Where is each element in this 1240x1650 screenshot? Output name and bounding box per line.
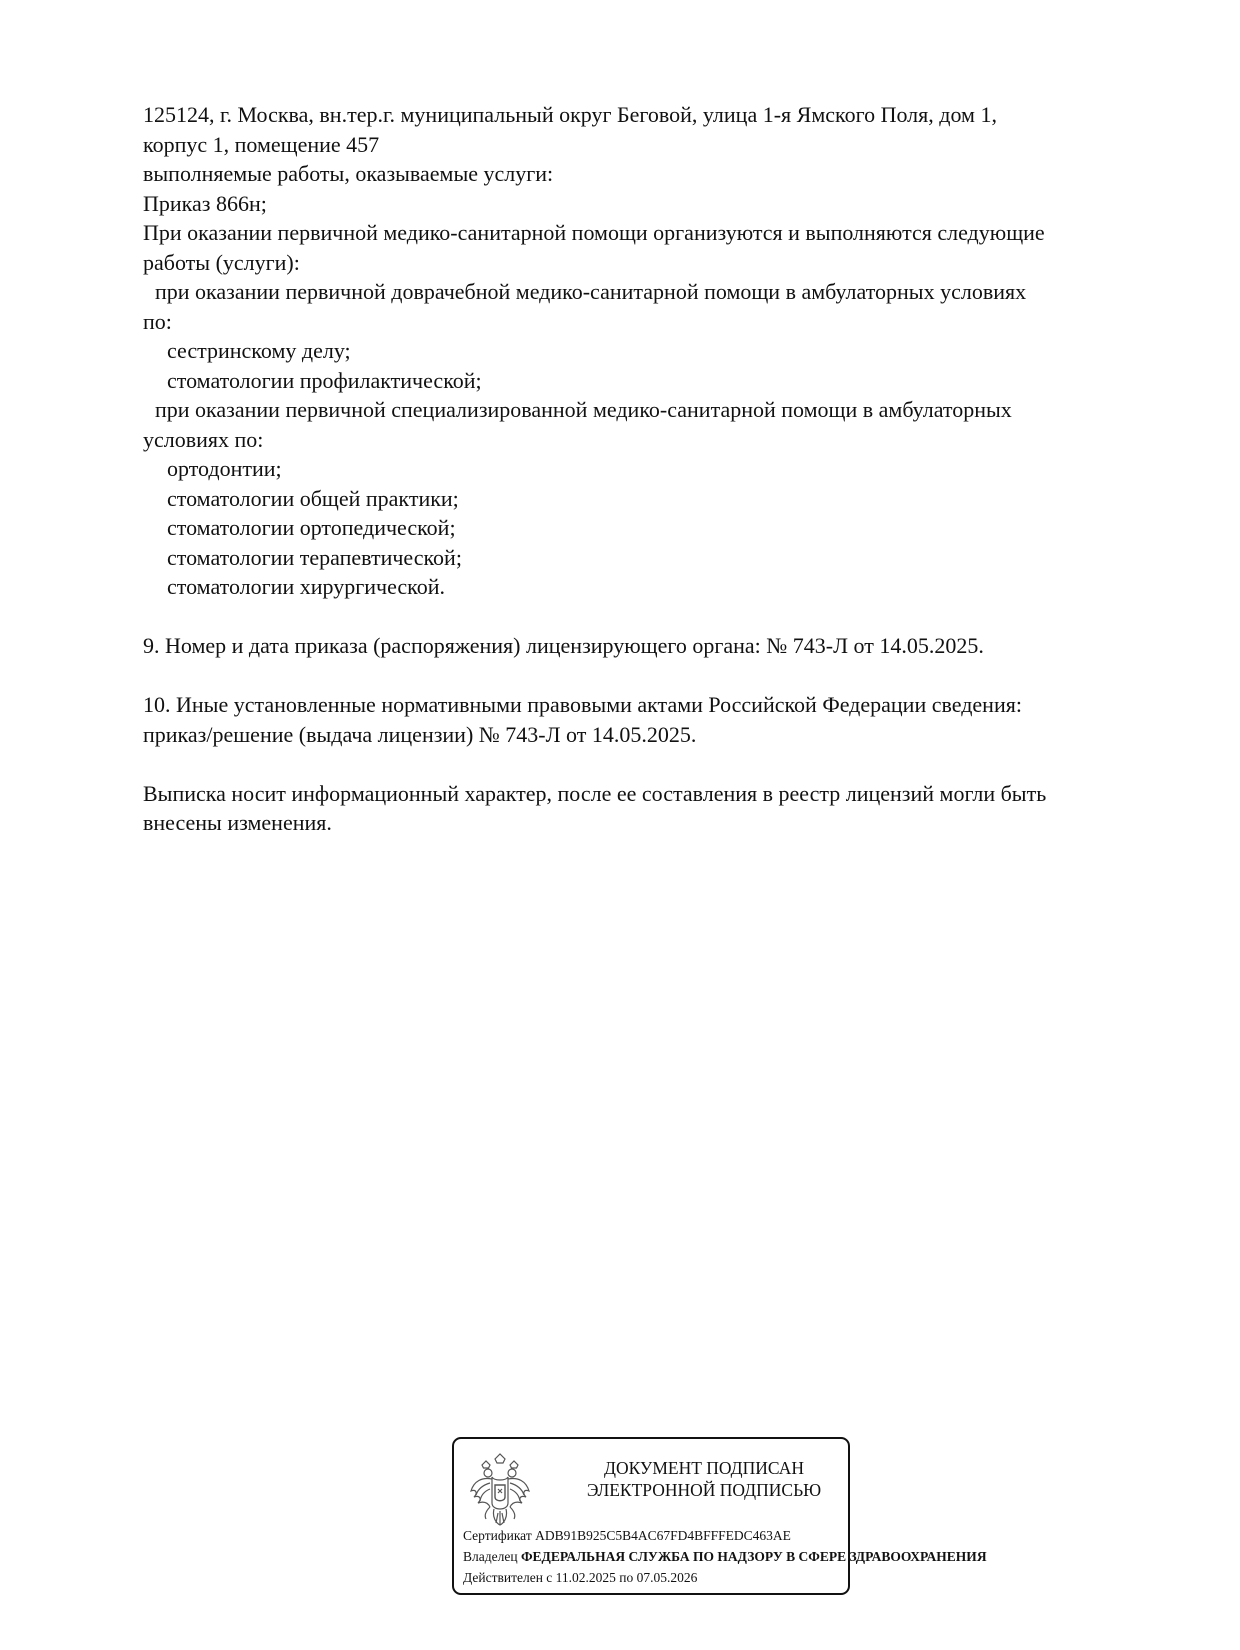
- certificate-row: [463, 1525, 847, 1546]
- document-line: корпус 1, помещение 457: [143, 131, 380, 157]
- paragraph-gap: [143, 602, 1143, 632]
- owner-row: [463, 1546, 987, 1567]
- valid-label: Действителен с: [463, 1570, 553, 1585]
- coat-of-arms-icon: [468, 1451, 532, 1533]
- document-line: при оказании первичной специализированной медико-санитарной помощи в амбулаторных: [155, 397, 1012, 422]
- document-line: 9. Номер и дата приказа (распоряжения) лицензирующего органа: № 743-Л от 14.05.2025.: [143, 633, 984, 658]
- document-line: при оказании первичной доврачебной медико-санитарной помощи в амбулаторных условиях: [155, 279, 1027, 304]
- electronic-signature-stamp: [452, 1437, 987, 1595]
- document-line: работы (услуги):: [143, 249, 300, 275]
- paragraph-gap: [143, 749, 1143, 779]
- document-line: 10. Иные установленные нормативными правовыми актами Российской Федерации сведения:: [143, 692, 1022, 717]
- certificate-value: ADB91B925C5B4AC67FD4BFFFEDC463AE: [535, 1528, 791, 1543]
- certificate-label: Сертификат: [463, 1528, 532, 1543]
- document-line: стоматологии терапевтической;: [167, 544, 462, 570]
- document-line: стоматологии хирургической.: [167, 574, 445, 599]
- owner-value: ФЕДЕРАЛЬНАЯ СЛУЖБА ПО НАДЗОРУ В СФЕРЕ ЗДРАВООХРАНЕНИЯ: [520, 1549, 987, 1564]
- stamp-title-line2: ЭЛЕКТРОННОЙ ПОДПИСЬЮ: [586, 1480, 822, 1500]
- document-line: стоматологии профилактической;: [167, 367, 482, 393]
- document-line: Приказ 866н;: [143, 190, 267, 216]
- document-line: по:: [143, 308, 172, 334]
- document-line: стоматологии общей практики;: [167, 485, 459, 511]
- document-line: Выписка носит информационный характер, после ее составления в реестр лицензий могли быть: [143, 780, 1047, 806]
- document-line: выполняемые работы, оказываемые услуги:: [143, 161, 554, 186]
- stamp-title-line1: ДОКУМЕНТ ПОДПИСАН: [604, 1458, 804, 1478]
- document-line: внесены изменения.: [143, 810, 332, 835]
- document-line: 125124, г. Москва, вн.тер.г. муниципальный округ Беговой, улица 1-я Ямского Поля, дом 1,: [143, 102, 997, 127]
- document-line: стоматологии ортопедической;: [167, 515, 456, 540]
- document-line: приказ/решение (выдача лицензии) № 743-Л от 14.05.2025.: [143, 721, 697, 747]
- valid-to: 07.05.2026: [636, 1570, 698, 1585]
- document-line: ортодонтии;: [167, 456, 282, 481]
- document-line: условиях по:: [143, 426, 264, 452]
- document-line: При оказании первичной медико-санитарной помощи организуются и выполняются следующие: [143, 220, 1045, 245]
- paragraph-gap: [143, 661, 1143, 691]
- document-body: [143, 100, 1143, 838]
- document-line: сестринскому делу;: [167, 338, 351, 363]
- owner-label: Владелец: [463, 1549, 518, 1564]
- stamp-info: [463, 1525, 987, 1588]
- stamp-title: [554, 1457, 854, 1501]
- validity-row: [463, 1567, 847, 1588]
- valid-from: 11.02.2025: [555, 1570, 616, 1585]
- valid-to-label: по: [619, 1570, 634, 1585]
